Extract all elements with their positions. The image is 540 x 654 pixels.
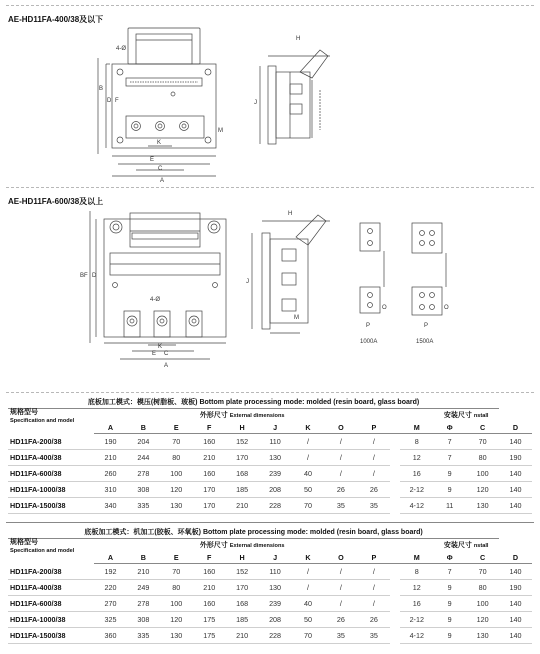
table-row: HD11FA-1000/38 310 308 120 170 185 208 50 26 26 2-12 9 120 140 — [8, 482, 532, 498]
external-dimensions-header: 外形尺寸 External dimensions — [199, 412, 285, 419]
table-row: HD11FA-200/38 192 210 70 160 152 110 / / / 8 7 70 140 — [8, 564, 532, 580]
svg-text:D: D — [92, 273, 97, 279]
svg-text:A: A — [164, 363, 169, 369]
table-title: 底板加工模式：机加工(胶板、环氧板) Bottom plate processing mode: molded (resin board, glass board) — [8, 526, 499, 539]
svg-text:C: C — [158, 166, 163, 172]
svg-text:J: J — [246, 279, 249, 285]
table-row: HD11FA-600/38 270 278 100 160 168 239 40 / / 16 9 100 140 — [8, 596, 532, 612]
svg-text:D: D — [107, 98, 112, 104]
svg-text:M: M — [294, 315, 299, 321]
section-title-large: AE-HD11FA-600/38及以上 — [8, 197, 104, 206]
variant-label-1000a: 1000A — [360, 339, 378, 345]
table-separator-2 — [6, 522, 534, 523]
svg-text:H: H — [296, 36, 301, 42]
svg-text:M: M — [218, 128, 223, 134]
install-dimensions-header: 安装尺寸 nstall — [443, 542, 489, 549]
top-separator — [6, 5, 534, 6]
table-title: 底板加工模式：模压(树脂板、玻板) Bottom plate processing mode: molded (resin board, glass board) — [8, 396, 499, 409]
install-dimensions-header: 安装尺寸 nstall — [443, 412, 489, 419]
spec-table-machined — [8, 526, 532, 644]
svg-text:P: P — [424, 323, 429, 329]
column-header-row: A B E F H J K O P M Φ C D — [8, 551, 532, 564]
svg-text:4-Ø: 4-Ø — [150, 297, 161, 303]
svg-text:J: J — [254, 100, 257, 106]
spec-table-molded — [8, 396, 532, 514]
column-header-row: A B E F H J K O P M Φ C D — [8, 421, 532, 434]
svg-text:K: K — [158, 344, 163, 350]
spec-header: 规格型号 Specification and model — [10, 539, 75, 554]
spec-header: 规格型号 Specification and model — [10, 409, 75, 424]
table-row: HD11FA-400/38 220 249 80 210 170 130 / / / 12 9 80 190 — [8, 580, 532, 596]
table-separator — [6, 392, 534, 393]
svg-text:K: K — [157, 140, 162, 146]
svg-text:C: C — [164, 351, 169, 357]
svg-text:F: F — [115, 98, 119, 104]
section-title-small: AE-HD11FA-400/38及以下 — [8, 15, 104, 24]
drawing-small-switch — [0, 20, 540, 190]
svg-text:P: P — [366, 323, 371, 329]
svg-text:F: F — [84, 273, 88, 279]
svg-text:H: H — [288, 211, 293, 217]
table-row: HD11FA-600/38 260 278 100 160 168 239 40 / / 16 9 100 140 — [8, 466, 532, 482]
table-row: HD11FA-1000/38 325 308 120 175 185 208 50 26 26 2-12 9 120 140 — [8, 612, 532, 628]
table-row: HD11FA-400/38 210 244 80 210 170 130 / / / 12 7 80 190 — [8, 450, 532, 466]
svg-text:O: O — [382, 305, 387, 311]
table-row: HD11FA-200/38 190 204 70 160 152 110 / / / 8 7 70 140 — [8, 434, 532, 450]
svg-text:B: B — [99, 86, 104, 92]
svg-text:A: A — [160, 178, 165, 184]
svg-text:4-Ø: 4-Ø — [116, 46, 127, 52]
mid-separator — [6, 187, 534, 188]
drawing-large-switch — [0, 203, 540, 383]
svg-text:O: O — [444, 305, 449, 311]
table-row: HD11FA-1500/38 340 335 130 170 210 228 70 35 35 4-12 11 130 140 — [8, 498, 532, 514]
svg-text:B: B — [80, 273, 85, 279]
variant-label-1500a: 1500A — [416, 339, 434, 345]
table-row: HD11FA-1500/38 360 335 130 175 210 228 70 35 35 4-12 9 130 140 — [8, 628, 532, 644]
external-dimensions-header: 外形尺寸 External dimensions — [199, 542, 285, 549]
svg-text:E: E — [150, 157, 155, 163]
svg-text:E: E — [152, 351, 157, 357]
